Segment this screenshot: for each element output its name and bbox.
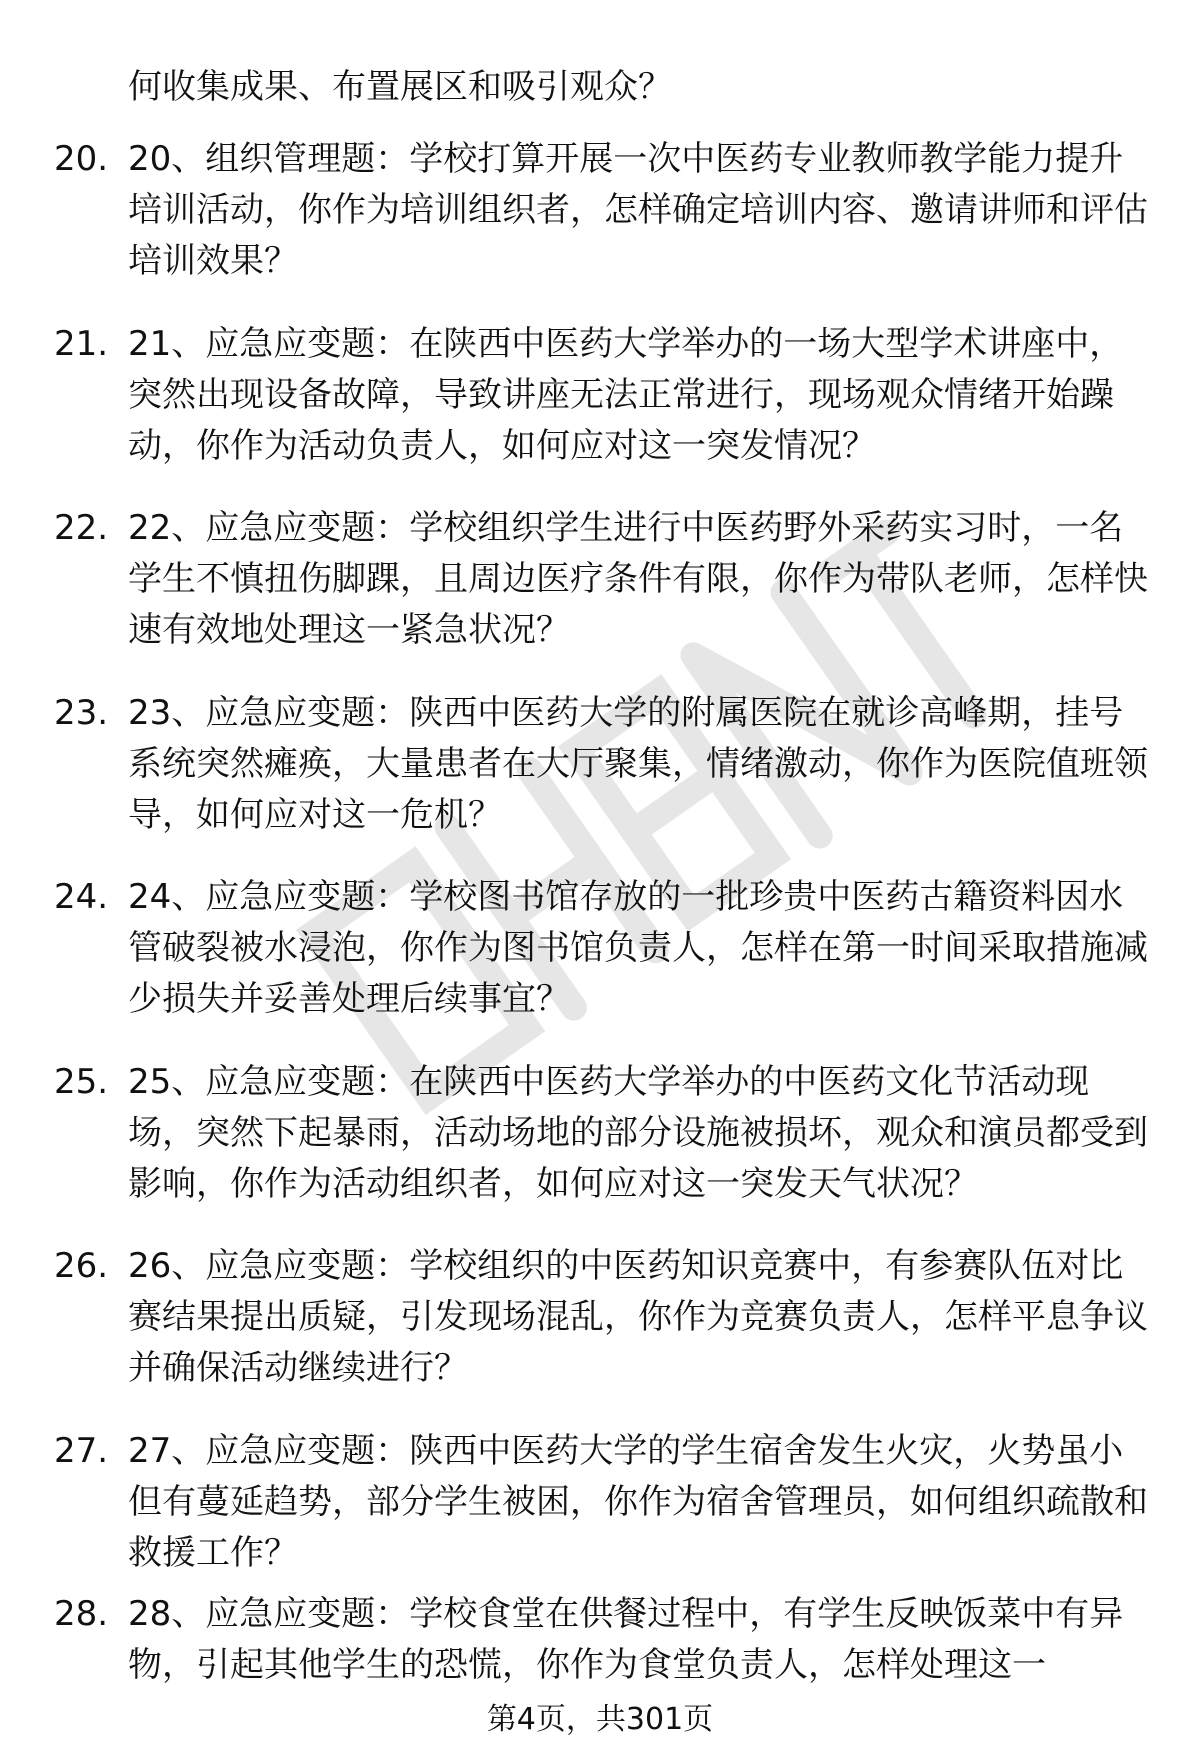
item-text: 20、组织管理题：学校打算开展一次中医药专业教师教学能力提升培训活动，你作为培训组织者，怎样确定培训内容、邀请讲师和评估培训效果？ [128,139,1148,281]
item-text: 25、应急应变题：在陕西中医药大学举办的中医药文化节活动现场，突然下起暴雨，活动场地的部分设施被损坏，观众和演员都受到影响，你作为活动组织者，如何应对这一突发天气状况？ [128,1062,1148,1204]
item-text: 22、应急应变题：学校组织学生进行中医药野外采药实习时，一名学生不慎扭伤脚踝，且周边医疗条件有限，你作为带队老师，怎样快速有效地处理这一紧急状况？ [128,508,1148,650]
list-item [54,688,1154,841]
list-item [54,134,1154,287]
list-item [54,503,1154,656]
continuation-text: 何收集成果、布置展区和吸引观众？ [128,67,672,107]
list-item [54,1057,1154,1210]
item-number: 27. [54,1431,109,1471]
list-item [54,1426,1154,1579]
item-number: 26. [54,1246,109,1286]
item-text: 28、应急应变题：学校食堂在供餐过程中，有学生反映饭菜中有异物，引起其他学生的恐慌，你作为食堂负责人，怎样处理这一 [128,1594,1124,1685]
list-item [54,319,1154,472]
item-text: 23、应急应变题：陕西中医药大学的附属医院在就诊高峰期，挂号系统突然瘫痪，大量患者在大厅聚集，情绪激动，你作为医院值班领导，如何应对这一危机？ [128,693,1148,835]
item-text: 26、应急应变题：学校组织的中医药知识竞赛中，有参赛队伍对比赛结果提出质疑，引发现场混乱，你作为竞赛负责人，怎样平息争议并确保活动继续进行？ [128,1246,1148,1388]
item-number: 21. [54,324,109,364]
item-number: 25. [54,1062,109,1102]
item-number: 20. [54,139,109,179]
item-text: 24、应急应变题：学校图书馆存放的一批珍贵中医药古籍资料因水管破裂被水浸泡，你作为图书馆负责人，怎样在第一时间采取措施减少损失并妥善处理后续事宜？ [128,877,1148,1019]
list-item [54,1241,1154,1394]
item-number: 24. [54,877,109,917]
list-item [54,1589,1154,1691]
page-footer: 第4页，共301页 [486,1702,714,1737]
list-item [54,872,1154,1025]
item-number: 23. [54,693,109,733]
item-number: 22. [54,508,109,548]
item-text: 27、应急应变题：陕西中医药大学的学生宿舍发生火灾，火势虽小但有蔓延趋势，部分学生被困，你作为宿舍管理员，如何组织疏散和救援工作？ [128,1431,1148,1573]
item-number: 28. [54,1594,109,1634]
item-text: 21、应急应变题：在陕西中医药大学举办的一场大型学术讲座中，突然出现设备故障，导致讲座无法正常进行，现场观众情绪开始躁动，你作为活动负责人，如何应对这一突发情况？ [128,324,1124,466]
